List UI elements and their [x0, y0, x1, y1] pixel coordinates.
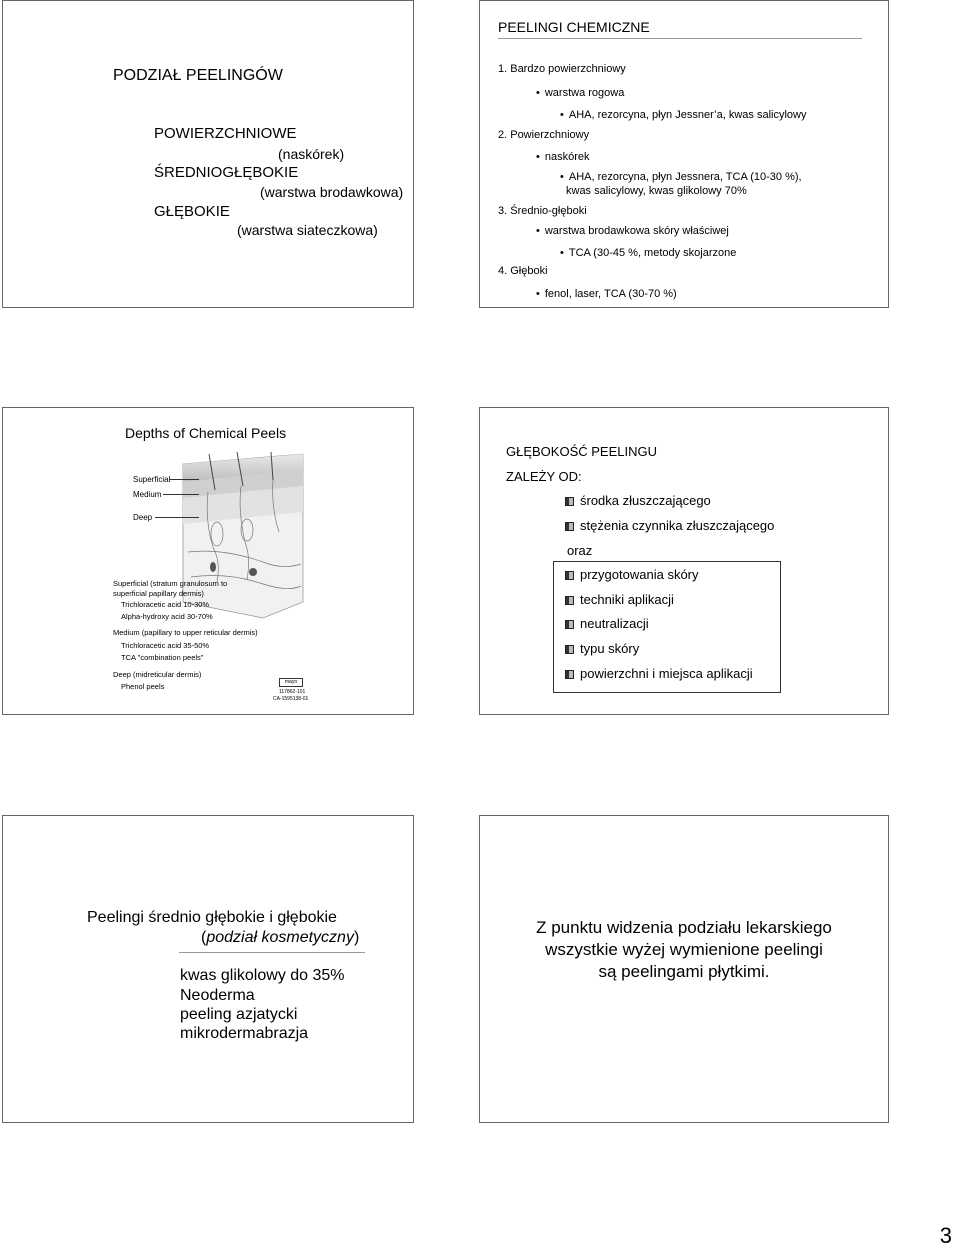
level-layer: • warstwa brodawkowa skóry właściwej	[536, 225, 729, 237]
slide-peelingi-chemiczne	[479, 0, 889, 308]
slide-title: GŁĘBOKOŚĆ PEELINGU	[506, 444, 657, 459]
bullet-icon	[565, 620, 574, 629]
figure-code: 117862-101	[279, 689, 306, 695]
legend-line: Medium (papillary to upper reticular dermis)	[113, 628, 258, 637]
slide-depths-of-chemical-peels	[2, 407, 414, 715]
legend-line: TCA "combination peels"	[121, 653, 204, 662]
legend-line: Phenol peels	[121, 682, 165, 691]
legend-line: Alpha-hydroxy acid 30-70%	[121, 612, 213, 621]
statement-line: Z punktu widzenia podziału lekarskiego	[536, 918, 832, 937]
legend-line: Trichloracetic acid 10-30%	[121, 600, 210, 609]
level-agent: • AHA, rezorcyna, płyn Jessner’a, kwas salicylowy	[560, 109, 806, 121]
list-item: peeling azjatycki	[180, 1006, 298, 1023]
term-sredniogglebokie: ŚREDNIOGŁĘBOKIE	[154, 164, 299, 181]
level-heading: 2. Powierzchniowy	[498, 129, 590, 141]
statement-line: są peelingami płytkimi.	[598, 962, 770, 981]
page-number: 3	[939, 1223, 952, 1248]
level-layer: • warstwa rogowa	[536, 87, 624, 99]
slide-title: Peelingi średnio głębokie i głębokie	[87, 909, 337, 926]
level-heading: 3. Średnio-głęboki	[498, 205, 587, 217]
list-item: kwas glikolowy do 35%	[180, 967, 345, 984]
slide-subtitle: (podział kosmetyczny)	[201, 929, 360, 946]
slide-title: PODZIAŁ PEELINGÓW	[113, 67, 283, 84]
bullet-icon	[565, 596, 574, 605]
bullet-icon	[565, 571, 574, 580]
legend-line: Trichloracetic acid 35-50%	[121, 641, 210, 650]
slide-title: Depths of Chemical Peels	[125, 425, 287, 441]
bullet-icon	[565, 645, 574, 654]
factor-item: typu skóry	[565, 641, 639, 656]
slide-subtitle: ZALEŻY OD:	[506, 469, 582, 484]
factor-item: techniki aplikacji	[565, 592, 674, 607]
bullet-icon	[565, 497, 574, 506]
factor-item: stężenia czynnika złuszczającego	[565, 518, 774, 533]
level-agent: • AHA, rezorcyna, płyn Jessnera, TCA (10-30 %),	[560, 171, 802, 183]
note-glebokie: (warstwa siateczkowa)	[237, 222, 378, 238]
title-rule	[179, 952, 365, 953]
connector-text: oraz	[567, 543, 593, 558]
legend-line: superficial papillary dermis)	[113, 589, 204, 598]
depth-line-deep	[155, 517, 199, 518]
factor-item: powierzchni i miejsca aplikacji	[565, 666, 753, 681]
level-layer: • naskórek	[536, 151, 590, 163]
level-agent: kwas salicylowy, kwas glikolowy 70%	[566, 185, 747, 197]
level-heading: 4. Głęboki	[498, 265, 548, 277]
bullet-icon	[565, 670, 574, 679]
depth-label-medium: Medium	[133, 490, 162, 499]
slide-podzial	[2, 0, 414, 308]
factor-item: środka złuszczającego	[565, 493, 711, 508]
slide-peelingi-srednio-glebokie	[2, 815, 414, 1123]
legend-line: Deep (midreticular dermis)	[113, 670, 202, 679]
slide-z-punktu-widzenia	[479, 815, 889, 1123]
mayo-logo: mayo	[279, 678, 303, 687]
title-rule	[498, 38, 862, 39]
list-item: Neoderma	[180, 987, 255, 1004]
depth-line-medium	[163, 494, 199, 495]
term-glebokie: GŁĘBOKIE	[154, 203, 230, 220]
note-powierzchniowe: (naskórek)	[278, 146, 345, 162]
depth-label-superficial: Superficial	[133, 475, 171, 484]
list-item: mikrodermabrazja	[180, 1025, 309, 1042]
depth-line-superficial	[169, 479, 199, 480]
figure-code: CA-1595138-01	[273, 696, 309, 702]
note-sredniogglebokie: (warstwa brodawkowa)	[260, 184, 404, 200]
slide-title: PEELINGI CHEMICZNE	[498, 19, 650, 35]
factor-item: przygotowania skóry	[565, 567, 699, 582]
legend-line: Superficial (stratum granulosum to	[113, 579, 228, 588]
level-heading: 1. Bardzo powierzchniowy	[498, 63, 626, 75]
term-powierzchniowe: POWIERZCHNIOWE	[154, 125, 297, 142]
level-agent: • TCA (30-45 %, metody skojarzone	[560, 247, 736, 259]
bullet-icon	[565, 522, 574, 531]
factor-item: neutralizacji	[565, 616, 649, 631]
level-layer: • fenol, laser, TCA (30-70 %)	[536, 288, 677, 300]
depth-label-deep: Deep	[133, 513, 153, 522]
statement-line: wszystkie wyżej wymienione peelingi	[545, 940, 823, 959]
slide-glebokosc-peelingu	[479, 407, 889, 715]
